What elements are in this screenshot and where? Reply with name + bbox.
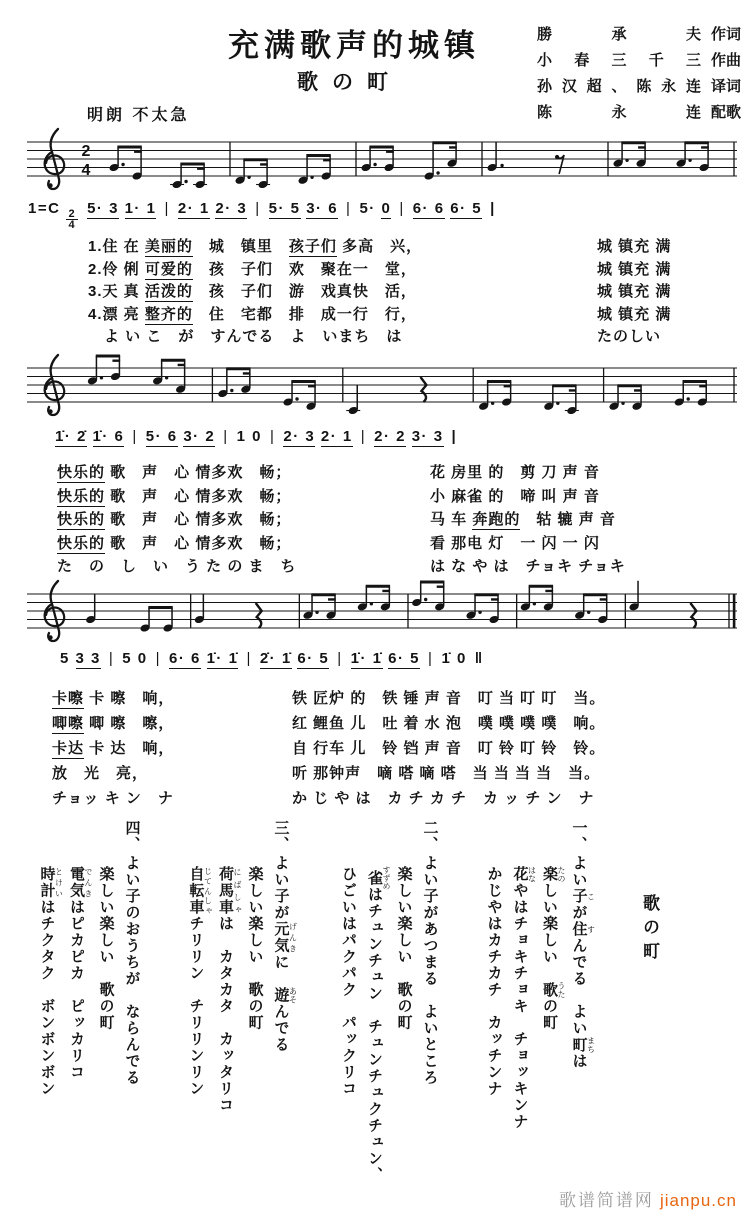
underlined-syllables: 唧嚓: [52, 715, 85, 732]
lyric-row: [0, 325, 751, 347]
underlined-syllables: 6· 5: [297, 650, 330, 667]
lyric-left: 快乐的 歌 声 心 情多欢 畅；: [57, 511, 292, 528]
lyric-row: [0, 258, 751, 280]
credit-name: 勝承夫: [537, 26, 701, 43]
lyric-left: 快乐的 歌 声 心 情多欢 畅；: [57, 487, 292, 505]
watermark: [559, 1186, 737, 1211]
underlined-syllables: 美丽的: [144, 238, 193, 255]
lyric-right: 花 房里 的 剪 刀 声 音: [430, 464, 600, 481]
lyric-right: 自 行车 儿 铃 铛 声 音 叮 铃 叮 铃 铃。: [292, 740, 606, 757]
kanji-with-furigana: 元気 げんき: [272, 921, 298, 954]
barline: |: [399, 200, 405, 217]
barline: |: [223, 428, 229, 445]
line-end-barline: |: [451, 428, 458, 445]
credit-composer: [537, 48, 741, 74]
verse-number: 四、: [123, 820, 141, 853]
lyric-right: 马 车 奔跑的 轱 辘 声 音: [430, 511, 616, 528]
underlined-syllables: 2̇· 1̇: [259, 650, 292, 667]
staff-notation-3: [24, 576, 740, 648]
key-signature: 1=C: [28, 200, 61, 217]
time-signature: $\frac{2}{4}$: [68, 208, 77, 231]
verse-line: 自転車 じてんしゃチリリン チリリンリン: [187, 866, 213, 1097]
barline: |: [246, 650, 252, 667]
underlined-syllables: 0: [381, 200, 392, 217]
staff-notation-1: [24, 124, 740, 196]
verse-line: ひごいはパクパク パックリコ: [340, 866, 357, 1097]
svg-text:2: 2: [81, 143, 91, 160]
lyric-right: 小 麻雀 的 啼 叫 声 音: [430, 487, 600, 505]
lyric-row: [0, 532, 751, 554]
verse-line: 楽しい楽しい 歌の町: [246, 866, 264, 1031]
lyric-left: 3.天 真 活泼的 孩 子们 游 戏真快 活，: [88, 283, 417, 300]
underlined-syllables: 快乐的: [57, 511, 106, 528]
lyric-left: 放 光 亮，: [52, 765, 149, 782]
lyric-right: 看 那电 灯 一 闪 一 闪: [430, 534, 600, 552]
lyric-row: [0, 508, 751, 530]
barline: |: [255, 200, 261, 217]
lyric-right: 城 镇充 满: [597, 283, 672, 300]
lyric-right: 城 镇充 满: [597, 305, 672, 323]
verse-line: 雀 すずめはチュンチュン チュンチュクチュン、: [366, 866, 391, 1184]
underlined-syllables: 3· 2: [183, 428, 216, 445]
jianpu-line-3: 5 3 3 | 5 0 | 6· 6 1̇· 1̇ | 2̇· 1̇ 6· 5 | 1̇· 1̇ 6· 5 | 1̇ 0 ‖: [60, 650, 484, 667]
watermark-site-name: 歌谱简谱网: [558, 1191, 654, 1210]
verse-line: 電気 でんきはピカピカ ピッカリコ: [68, 866, 93, 1081]
underlined-syllables: 孩子们: [288, 238, 337, 255]
kanji-with-furigana: 電気 でんき: [68, 866, 93, 899]
lyric-left: 1.住 在 美丽的 城 镇里 孩子们 多高 兴，: [88, 238, 423, 255]
underlined-syllables: 3· 6: [306, 200, 339, 217]
svg-text:4: 4: [81, 162, 91, 179]
lyric-right: 城 镇充 满: [597, 260, 672, 278]
kanji-with-furigana: 歌 うた: [541, 981, 566, 998]
credit-name: 小春三千三: [537, 52, 701, 69]
verse-line: 荷馬車 にばしゃは カタカタ カッタリコ: [217, 866, 242, 1114]
watermark-domain: jianpu.cn: [659, 1191, 737, 1210]
underlined-syllables: 卡嚓: [52, 690, 85, 707]
lyric-right: たのしい: [597, 328, 662, 345]
underlined-syllables: 5· 3: [87, 200, 119, 217]
verse-line: 花 はなやはチョキチョキ チョッキンナ: [511, 866, 537, 1130]
verse-3: [183, 820, 298, 1208]
underlined-syllables: 2· 3: [215, 200, 248, 217]
underlined-syllables: 1̇· 6: [92, 428, 125, 445]
verse-number: 三、: [272, 820, 290, 853]
lyric-row: [0, 737, 751, 759]
lyric-left: 快乐的 歌 声 心 情多欢 畅；: [57, 464, 292, 481]
song-subtitle-japanese: 歌の町: [297, 71, 402, 94]
underlined-syllables: 2· 3: [283, 428, 316, 445]
lyric-right: は な や は チョキ チョキ: [430, 558, 626, 575]
underlined-syllables: 1̇· 1̇: [206, 650, 239, 667]
verse-4: [34, 820, 145, 1208]
lyric-left: 唧嚓 唧 嚓 嚓，: [52, 715, 175, 732]
underlined-syllables: 2· 1: [320, 428, 353, 445]
lyric-left: 卡嚓 卡 嚓 响，: [52, 690, 175, 707]
underlined-syllables: 1̇· 1̇: [350, 650, 383, 667]
underlined-syllables: 奔跑的: [472, 511, 521, 528]
barline: |: [337, 650, 343, 667]
kanji-with-furigana: 花 はな: [511, 866, 537, 883]
barline: |: [360, 428, 367, 445]
barline: |: [132, 428, 138, 445]
barline: |: [164, 200, 170, 217]
barline: |: [346, 200, 352, 217]
song-title: 充满歌声的城镇: [228, 28, 480, 63]
kanji-with-furigana: 遊 あそ: [272, 987, 298, 1004]
underlined-syllables: 6· 5: [450, 200, 483, 217]
verse-line: 楽しい楽しい 歌の町: [97, 866, 115, 1031]
jianpu-line-1: 1=C $\frac{2}{4}$ 5· 3 1· 1 | 2· 1 2· 3 | 5· 5 3· 6 | 5· 0 | 6· 6 6· 5 |: [28, 200, 496, 231]
underlined-syllables: 3 3: [75, 650, 101, 667]
barline: |: [155, 650, 162, 667]
kanji-with-furigana: 子 こ: [570, 888, 596, 905]
lyric-row: [0, 787, 751, 809]
lyric-row: [0, 235, 751, 257]
lyric-left: よ い こ が すんでる よ いまち は: [88, 328, 403, 345]
lyric-row: [0, 762, 751, 784]
lyric-row: [0, 687, 751, 709]
underlined-syllables: 6· 6: [169, 650, 201, 667]
lyric-right: か じ や は カ チ カ チ カ ッ チ ン ナ: [292, 790, 595, 807]
kanji-with-furigana: 住 す: [570, 921, 596, 938]
line-end-barline: |: [490, 200, 496, 217]
verse-2: [335, 820, 443, 1208]
kanji-with-furigana: 自転車 じてんしゃ: [187, 866, 213, 916]
kanji-with-furigana: 雀 すずめ: [366, 866, 391, 890]
verses-title: 歌の町: [640, 894, 659, 966]
credit-name: 孙汉超、陈永连: [537, 78, 701, 95]
lyric-left: た の し い う た の ま ち: [57, 558, 297, 575]
lyric-row: [0, 280, 751, 302]
underlined-syllables: 2· 1: [177, 200, 210, 217]
barline: |: [269, 428, 276, 445]
underlined-syllables: 3· 3: [411, 428, 444, 445]
underlined-syllables: 卡达: [52, 740, 85, 757]
staff-notation-2: [24, 350, 740, 422]
lyric-right: 红 鲤鱼 儿 吐 着 水 泡 噗 噗 噗 噗 响。: [292, 715, 606, 732]
jianpu-line-2: 1̇· 2̇ 1̇· 6 | 5· 6 3· 2 | 1 0 | 2· 3 2· 1 | 2· 2 3· 3 |: [55, 428, 458, 445]
underlined-syllables: 整齐的: [144, 305, 193, 323]
underlined-syllables: 活泼的: [144, 283, 193, 300]
credit-lyricist: [537, 22, 741, 48]
lyric-row: [0, 461, 751, 483]
lyric-left: チョッ キ ン ナ: [52, 790, 174, 807]
credit-role: 配歌: [710, 104, 741, 121]
verse-line: 三、よい子が元気 げんきに 遊 あそんでる: [272, 820, 298, 1053]
underlined-syllables: 2· 2: [374, 428, 407, 445]
verse-line: 二、よい子があつまる よいところ: [421, 820, 439, 1086]
kanji-with-furigana: 時計 とけい: [38, 866, 64, 899]
underlined-syllables: 5· 6: [145, 428, 178, 445]
lyric-row: [0, 485, 751, 507]
lyric-right: 听 那钟声 嘀 嗒 嘀 嗒 当 当 当 当 当。: [292, 765, 601, 782]
barline: |: [428, 650, 434, 667]
verse-line: 楽 たのしい楽しい 歌 うたの町: [541, 866, 566, 1031]
credit-arranger: [537, 100, 741, 126]
underlined-syllables: 1· 1: [124, 200, 157, 217]
verse-line: 楽しい楽しい 歌の町: [395, 866, 413, 1031]
line-end-barline: ‖: [474, 650, 484, 667]
credits-block: [537, 22, 741, 126]
underlined-syllables: 6· 6: [412, 200, 445, 217]
underlined-syllables: 1̇· 2̇: [55, 428, 87, 445]
lyric-right: 铁 匠炉 的 铁 锤 声 音 叮 当 叮 叮 当。: [292, 690, 606, 707]
verse-line: 時計 とけいはチクタク ボンボンボン: [38, 866, 64, 1097]
underlined-syllables: 可爱的: [144, 260, 193, 278]
underlined-syllables: 6· 5: [388, 650, 421, 667]
lyric-row: [0, 555, 751, 577]
verse-line: 一、よい子 こが住 すんでる よい町 まちは: [570, 820, 596, 1070]
lyric-row: [0, 712, 751, 734]
credit-name: 陈永连: [537, 104, 701, 121]
credit-translator: [537, 74, 741, 100]
kanji-with-furigana: 荷馬車 にばしゃ: [217, 866, 242, 916]
underlined-syllables: 快乐的: [57, 487, 106, 505]
verse-line: かじやはカチカチ カッチンナ: [485, 866, 503, 1097]
lyric-left: 2.伶 俐 可爱的 孩 子们 欢 聚在一 堂，: [88, 260, 417, 278]
lyric-row: [0, 303, 751, 325]
underlined-syllables: 快乐的: [57, 464, 106, 481]
kanji-with-furigana: 町 まち: [570, 1036, 596, 1053]
verse-number: 一、: [570, 820, 588, 853]
kanji-with-furigana: 楽 たの: [541, 866, 566, 883]
verse-1: [481, 820, 596, 1208]
verse-number: 二、: [421, 820, 439, 853]
credit-role: 作曲: [710, 52, 741, 69]
lyric-left: 卡达 卡 达 响，: [52, 740, 175, 757]
japanese-verses-block: [0, 820, 662, 1208]
lyric-left: 快乐的 歌 声 心 情多欢 畅；: [57, 534, 292, 552]
underlined-syllables: 快乐的: [57, 534, 106, 552]
credit-role: 作词: [710, 26, 741, 43]
barline: |: [108, 650, 115, 667]
tempo-marking: 明朗 不太急: [87, 107, 190, 124]
underlined-syllables: 5· 5: [268, 200, 301, 217]
lyric-left: 4.漂 亮 整齐的 住 宅都 排 成一行 行，: [88, 305, 417, 323]
verse-line: 四、よい子のおうちが ならんでる: [123, 820, 141, 1086]
lyric-right: 城 镇充 满: [597, 238, 672, 255]
credit-role: 译词: [710, 78, 741, 95]
